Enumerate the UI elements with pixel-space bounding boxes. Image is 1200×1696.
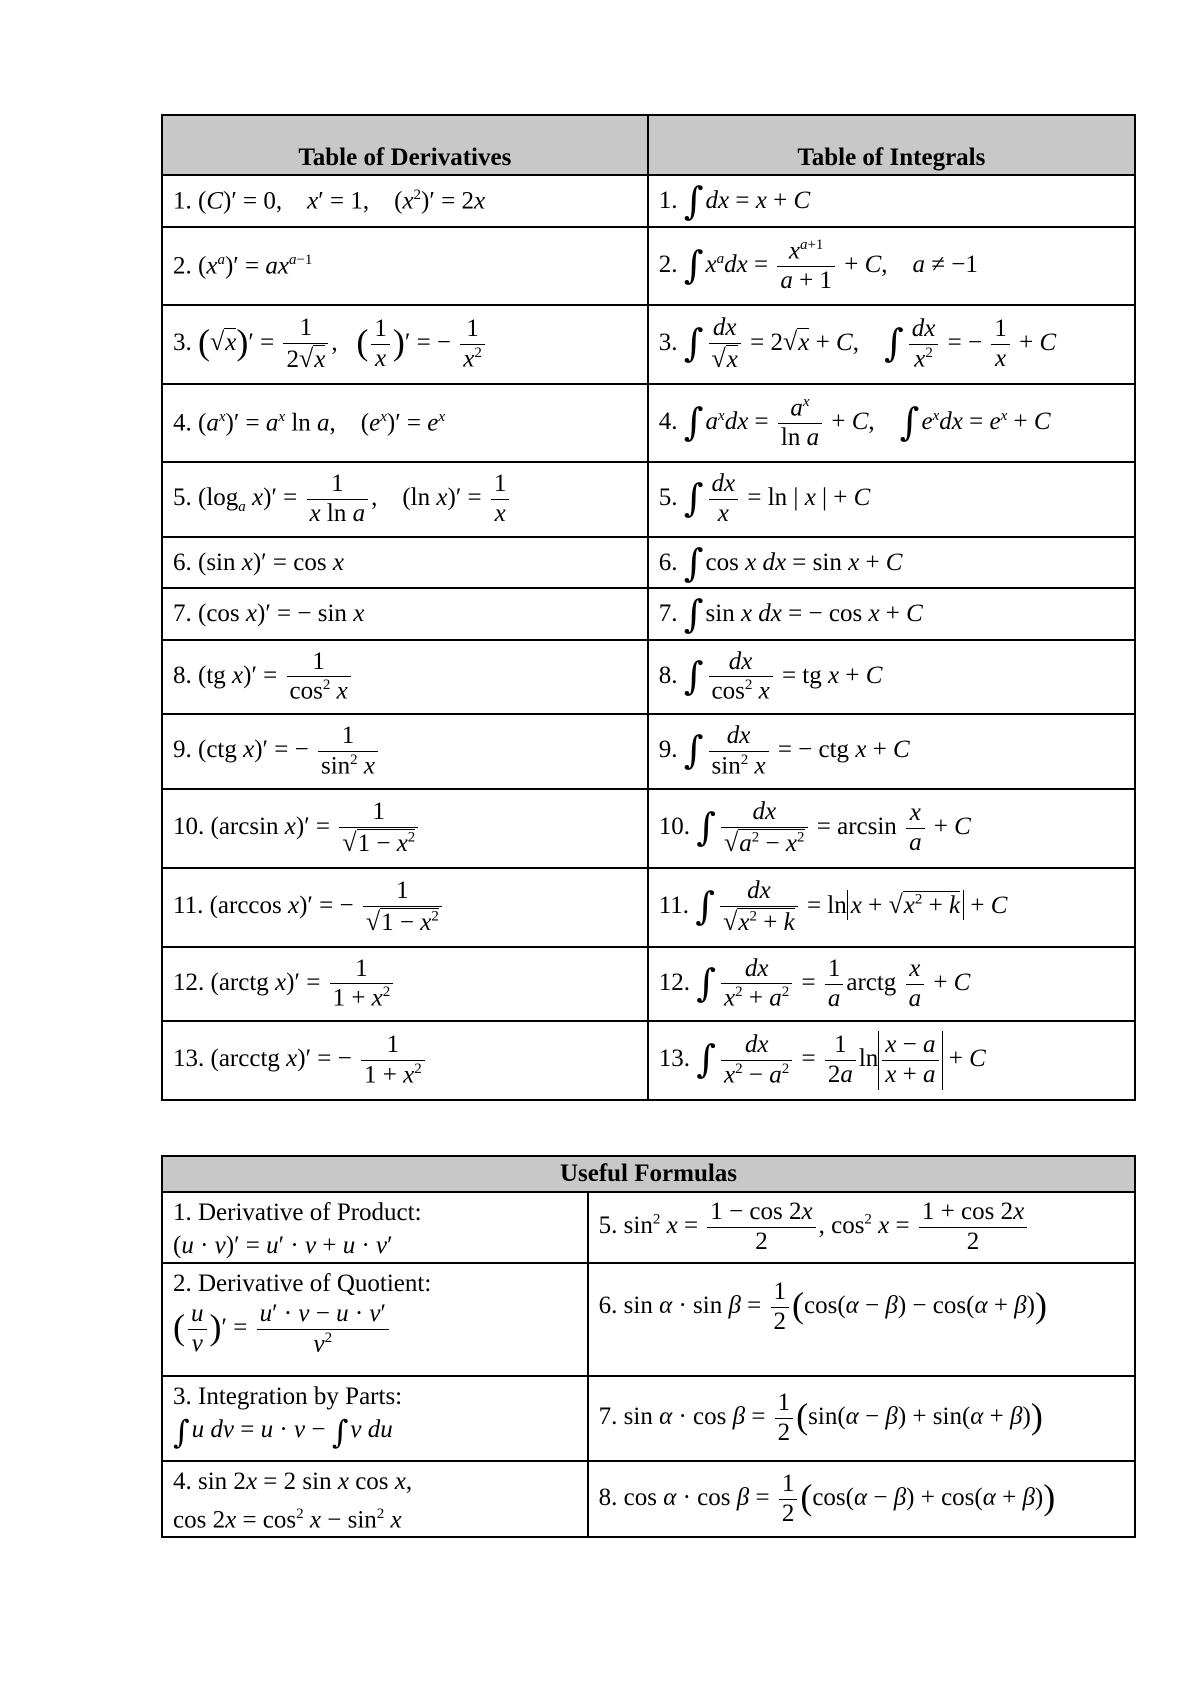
derivative-formula: 6. (sin x)′ = cos x xyxy=(162,537,648,588)
table-row xyxy=(162,1192,1135,1263)
derivative-formula: 3. (√x)′ = $\frac{1}{2√x}$ , ( $\frac{1}{x}$ )′ = − $\frac{1}{x^2}$ xyxy=(162,305,648,384)
table-row xyxy=(162,384,1135,462)
derivatives-integrals-table xyxy=(161,114,1136,1101)
integral-formula: 5. ∫ $\frac{dx}{x}$ = ln | x | + C xyxy=(648,462,1135,537)
table-row xyxy=(162,789,1135,868)
table-row xyxy=(162,305,1135,384)
integral-formula: 4. $\int a^xdx$ = $\frac{a^x}{\text{ln a}}$ + C, $\int e^xdx = e^x + C$ xyxy=(648,384,1135,462)
useful-formulas-table xyxy=(161,1155,1136,1538)
sin-sin-product-formula: 6. sin α · sin β = $\frac{1}{2}$ (cos(α − β) − cos(α + β)) xyxy=(588,1263,1135,1376)
derivative-formula: 2. $(x^a)' = ax^{a-1}$ xyxy=(162,227,648,305)
table-row xyxy=(162,640,1135,714)
table-row xyxy=(162,537,1135,588)
integral-formula: 6. ∫cos x dx = sin x + C xyxy=(648,537,1135,588)
integral-formula: 13. ∫ $\frac{dx}{x^2 - a^2}$ = $\frac{1}{2a}$ ln $\frac{x - a}{x + a}$ + C xyxy=(648,1021,1135,1100)
integration-by-parts: 3. Integration by Parts: ∫u dv = u · v − ∫v du xyxy=(162,1376,588,1461)
sin-cos-product-formula: 7. sin α · cos β = $\frac{1}{2}$ (sin(α − β) + sin(α + β)) xyxy=(588,1376,1135,1461)
table-row xyxy=(162,1021,1135,1100)
integral-formula: 1. ∫dx = x + C xyxy=(648,175,1135,227)
derivative-formula: 11. (arccos x)′ = − $\frac{1}{√1 - x^2}$ xyxy=(162,868,648,947)
integral-formula: 10. ∫ $\frac{dx}{√a^2 - x^2}$ = arcsin $\frac{x}{a}$ + C xyxy=(648,789,1135,868)
power-reduction-formula: 5. $\sin^2 x$ = $\frac{1 - \cos 2x}{2}$ , $\cos^2 x$ = $\frac{1 + \cos 2x}{2}$ xyxy=(588,1192,1135,1263)
cos-cos-product-formula: 8. cos α · cos β = $\frac{1}{2}$ (cos(α − β) + cos(α + β)) xyxy=(588,1461,1135,1537)
integral-formula: 2. $\int x^adx$ = $\frac{x^{a+1}}{a + 1}$ + C, a ≠ −1 xyxy=(648,227,1135,305)
integral-formula: 9. ∫ $\frac{dx}{\sin^2 x}$ = − ctg x + C xyxy=(648,714,1135,789)
table-row xyxy=(162,714,1135,789)
useful-formulas-header: Useful Formulas xyxy=(162,1156,1135,1192)
quotient-rule: 2. Derivative of Quotient: ( $\frac{u}{v}$ )′ = $\frac{u' \cdot v - u \cdot v'}{v^2}$ xyxy=(162,1263,588,1376)
table-row xyxy=(162,947,1135,1021)
derivatives-header: Table of Derivatives xyxy=(162,115,648,175)
table-row xyxy=(162,175,1135,227)
derivative-formula: 10. (arcsin x)′ = $\frac{1}{√1 - x^2}$ xyxy=(162,789,648,868)
table-row xyxy=(162,588,1135,640)
integrals-header: Table of Integrals xyxy=(648,115,1135,175)
product-rule: 1. Derivative of Product: (u · v)′ = u′ · v + u · v′ xyxy=(162,1192,588,1263)
integral-formula: 3. ∫ $\frac{dx}{√x}$ = 2√x + C, ∫ $\frac{dx}{x^2}$ = − $\frac{1}{x}$ + C xyxy=(648,305,1135,384)
table-row xyxy=(162,462,1135,537)
derivative-formula: 7. (cos x)′ = − sin x xyxy=(162,588,648,640)
table-row xyxy=(162,868,1135,947)
integral-formula: 7. ∫sin x dx = − cos x + C xyxy=(648,588,1135,640)
table-row xyxy=(162,1263,1135,1376)
table-row xyxy=(162,227,1135,305)
derivative-formula: 9. (ctg x)′ = − $\frac{1}{\sin^2 x}$ xyxy=(162,714,648,789)
table-row xyxy=(162,1461,1135,1537)
derivative-formula: 1. (C)′ = 0, x′ = 1, $(x^2)' = 2x$ xyxy=(162,175,648,227)
table-row xyxy=(162,1376,1135,1461)
integral-formula: 8. ∫ $\frac{dx}{\cos^2 x}$ = tg x + C xyxy=(648,640,1135,714)
double-angle-formula: 4. sin 2x = 2 sin x cos x, $\cos 2x = \cos^2 x - \sin^2 x$ xyxy=(162,1461,588,1537)
derivative-formula: 13. (arcctg x)′ = − $\frac{1}{1 + x^2}$ xyxy=(162,1021,648,1100)
derivative-formula: 8. (tg x)′ = $\frac{1}{\cos^2 x}$ xyxy=(162,640,648,714)
integral-formula: 12. ∫ $\frac{dx}{x^2 + a^2}$ = $\frac{1}{a}$ arctg $\frac{x}{a}$ + C xyxy=(648,947,1135,1021)
derivative-formula: 12. (arctg x)′ = $\frac{1}{1 + x^2}$ xyxy=(162,947,648,1021)
integral-formula: 11. ∫ $\frac{dx}{√x^2 + k}$ = $\ln x + √x^2 + k + C$ xyxy=(648,868,1135,947)
derivative-formula: 4. $(a^x)' = a^x$ ln a, $(e^x)' = e^x$ xyxy=(162,384,648,462)
derivative-formula: 5. ($\log_a$ x)′ = $\frac{1}{\text{x ln a}}$ , (ln x)′ = $\frac{1}{x}$ xyxy=(162,462,648,537)
